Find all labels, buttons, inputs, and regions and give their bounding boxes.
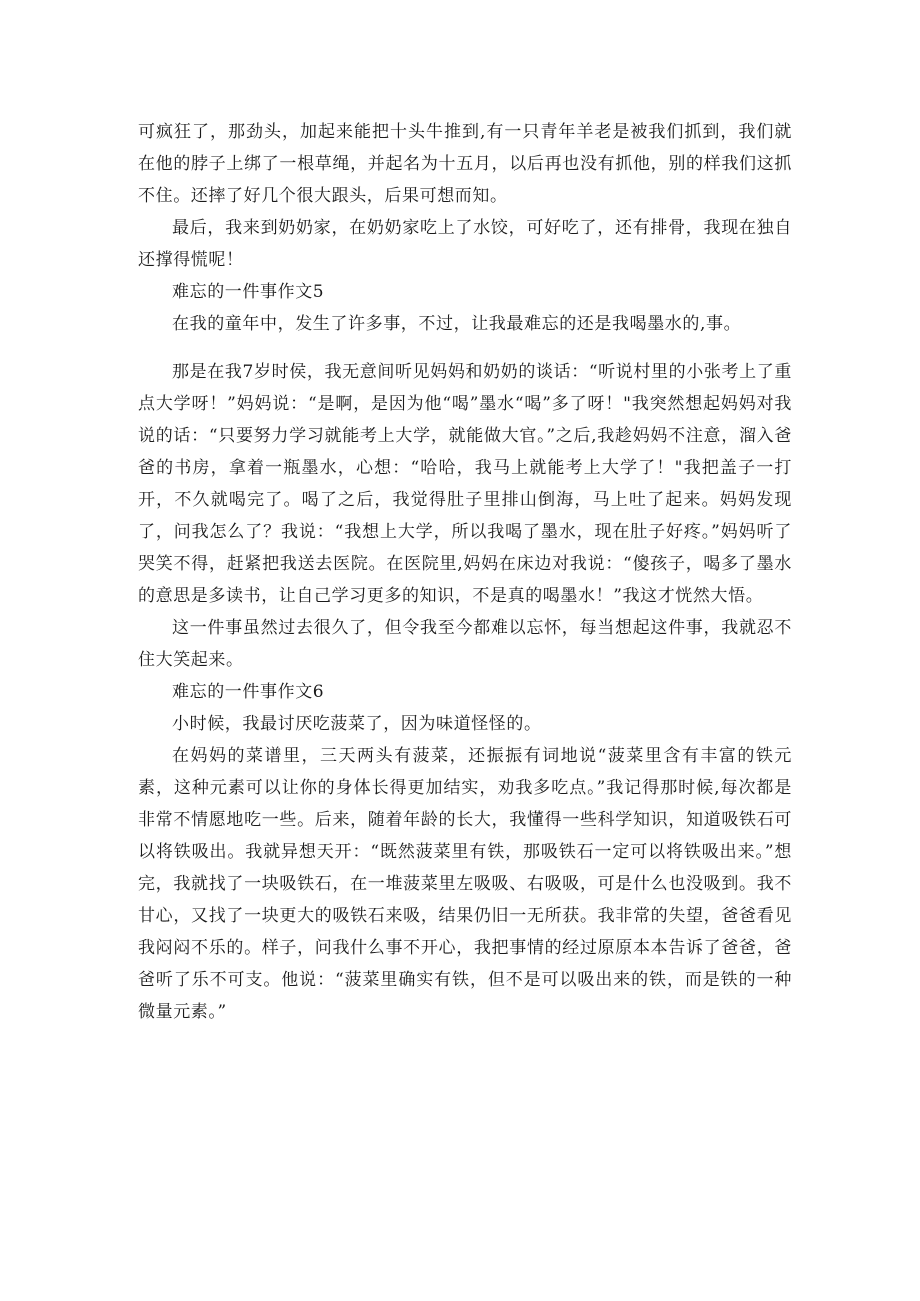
paragraph: 那是在我7岁时侯，我无意间听见妈妈和奶奶的谈话：“听说村里的小张考上了重点大学呀！”妈妈说：“是啊，是因为他“喝”墨水“喝”多了呀！"我突然想起妈妈对我说的话：“只要努力学习就能考上大学，就能做大官。”之后,我趁妈妈不注意，溜入爸爸的书房，拿着一瓶墨水，心想：“哈哈，我马上就能考上大学了！"我把盖子一打开，不久就喝完了。喝了之后，我觉得肚子里排山倒海，马上吐了起来。妈妈发现了，问我怎么了？我说：“我想上大学，所以我喝了墨水，现在肚子好疼。”妈妈听了哭笑不得，赶紧把我送去医院。在医院里,妈妈在床边对我说：“傻孩子，喝多了墨水的意思是多读书，让自己学习更多的知识，不是真的喝墨水！”我这才恍然大悟。 <box>138 362 792 606</box>
paragraph-continuation: 可疯狂了，那劲头，加起来能把十头牛推到,有一只青年羊老是被我们抓到，我们就在他的脖子上绑了一根草绳，并起名为十五月，以后再也没有抓他，别的样我们这抓不住。还摔了好几个很大跟头，后果可想而知。 <box>138 122 792 206</box>
paragraph: 最后，我来到奶奶家，在奶奶家吃上了水饺，可好吃了，还有排骨，我现在独自还撑得慌呢！ <box>138 218 792 270</box>
document-body <box>138 116 792 1028</box>
paragraph: 小时候，我最讨厌吃菠菜了，因为味道怪怪的。 <box>172 714 542 734</box>
paragraph: 在我的童年中，发生了许多事，不过，让我最难忘的还是我喝墨水的,事。 <box>172 314 742 334</box>
paragraph: 在妈妈的菜谱里，三天两头有菠菜，还振振有词地说“菠菜里含有丰富的铁元素，这种元素可以让你的身体长得更加结实，劝我多吃点。”我记得那时候,每次都是非常不情愿地吃一些。后来，随着年龄的长大，我懂得一些科学知识，知道吸铁石可以将铁吸出。我就异想天开：“既然菠菜里有铁，那吸铁石一定可以将铁吸出来。”想完，我就找了一块吸铁石，在一堆菠菜里左吸吸、右吸吸，可是什么也没吸到。我不甘心，又找了一块更大的吸铁石来吸，结果仍旧一无所获。我非常的失望，爸爸看见我闷闷不乐的。样子，问我什么事不开心，我把事情的经过原原本本告诉了爸爸，爸爸听了乐不可支。他说：“菠菜里确实有铁，但不是可以吸出来的铁，而是铁的一种微量元素。” <box>138 746 792 1022</box>
paragraph-gap <box>138 340 792 356</box>
paragraph: 这一件事虽然过去很久了，但令我至今都难以忘怀，每当想起这件事，我就忍不住大笑起来。 <box>138 618 792 670</box>
section-heading-6: 难忘的一件事作文6 <box>172 682 325 702</box>
section-heading-5: 难忘的一件事作文5 <box>172 282 325 302</box>
